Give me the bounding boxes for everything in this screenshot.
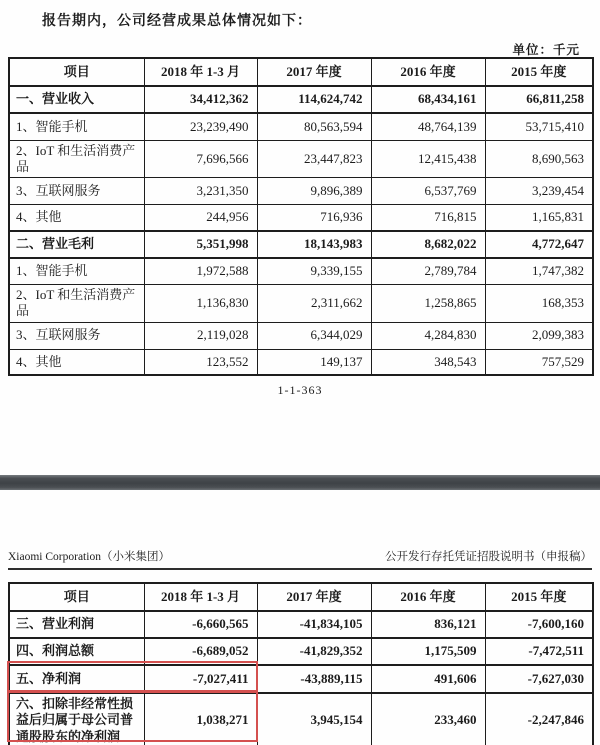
value-cell: 1,136,830 <box>144 285 257 323</box>
value-cell: 2,789,784 <box>371 258 485 285</box>
value-cell: -7,472,511 <box>485 638 593 665</box>
value-cell: 68,434,161 <box>371 86 485 113</box>
value-cell: 2,099,383 <box>485 322 593 349</box>
table-row <box>9 140 593 178</box>
value-cell: 2,311,662 <box>257 285 371 323</box>
value-cell: 1,165,831 <box>485 205 593 231</box>
column-header: 2017 年度 <box>257 58 371 86</box>
document-header <box>8 548 592 570</box>
value-cell: 3,239,454 <box>485 178 593 205</box>
table-row <box>9 86 593 113</box>
value-cell: 66,811,258 <box>485 86 593 113</box>
row-label: 二、营业毛利 <box>9 231 144 258</box>
value-cell: 491,606 <box>371 665 485 693</box>
value-cell: 6,537,769 <box>371 178 485 205</box>
table-row <box>9 231 593 258</box>
operating-results-table-container <box>8 57 594 376</box>
value-cell: 48,764,139 <box>371 113 485 140</box>
value-cell: 716,936 <box>257 205 371 231</box>
value-cell: -43,889,115 <box>257 665 371 693</box>
value-cell: 348,543 <box>371 349 485 375</box>
row-label: 4、其他 <box>9 205 144 231</box>
value-cell: 9,339,155 <box>257 258 371 285</box>
value-cell: 123,552 <box>144 349 257 375</box>
value-cell: 244,956 <box>144 205 257 231</box>
column-header: 2016 年度 <box>371 583 485 611</box>
value-cell: 168,353 <box>485 285 593 323</box>
value-cell: -41,834,105 <box>257 611 371 638</box>
value-cell: 4,772,647 <box>485 231 593 258</box>
value-cell: 1,972,588 <box>144 258 257 285</box>
row-label: 4、其他 <box>9 349 144 375</box>
operating-results-table <box>8 57 594 376</box>
value-cell: 233,460 <box>371 693 485 745</box>
value-cell: 716,815 <box>371 205 485 231</box>
value-cell: 34,412,362 <box>144 86 257 113</box>
row-label: 3、互联网服务 <box>9 178 144 205</box>
value-cell: 6,344,029 <box>257 322 371 349</box>
page-divider-bar <box>0 475 600 490</box>
table-row <box>9 349 593 375</box>
column-header: 项目 <box>9 583 144 611</box>
value-cell: 149,137 <box>257 349 371 375</box>
row-label: 2、IoT 和生活消费产品 <box>9 285 144 323</box>
column-header: 2015 年度 <box>485 58 593 86</box>
table-row <box>9 638 593 665</box>
value-cell: 12,415,438 <box>371 140 485 178</box>
row-label: 四、利润总额 <box>9 638 144 665</box>
value-cell: 23,447,823 <box>257 140 371 178</box>
profit-table <box>8 582 594 745</box>
column-header: 2017 年度 <box>257 583 371 611</box>
company-name: Xiaomi Corporation（小米集团） <box>8 551 170 563</box>
value-cell: -7,600,160 <box>485 611 593 638</box>
row-label: 三、营业利润 <box>9 611 144 638</box>
value-cell: 53,715,410 <box>485 113 593 140</box>
document-title: 公开发行存托凭证招股说明书（申报稿） <box>385 551 592 563</box>
column-header: 2016 年度 <box>371 58 485 86</box>
value-cell: 1,038,271 <box>144 693 257 745</box>
row-label: 1、智能手机 <box>9 258 144 285</box>
value-cell: 3,231,350 <box>144 178 257 205</box>
value-cell: 8,690,563 <box>485 140 593 178</box>
page-number: 1-1-363 <box>277 383 323 397</box>
value-cell: 3,945,154 <box>257 693 371 745</box>
row-label: 一、营业收入 <box>9 86 144 113</box>
unit-label: 单位：千元 <box>512 43 580 57</box>
table-row <box>9 178 593 205</box>
value-cell: 4,284,830 <box>371 322 485 349</box>
value-cell: 5,351,998 <box>144 231 257 258</box>
table-row <box>9 258 593 285</box>
value-cell: 114,624,742 <box>257 86 371 113</box>
value-cell: 7,696,566 <box>144 140 257 178</box>
value-cell: 1,175,509 <box>371 638 485 665</box>
value-cell: -6,660,565 <box>144 611 257 638</box>
section-intro-text: 报告期内，公司经营成果总体情况如下： <box>42 14 312 29</box>
table-row <box>9 611 593 638</box>
row-label: 1、智能手机 <box>9 113 144 140</box>
value-cell: -6,689,052 <box>144 638 257 665</box>
value-cell: -7,627,030 <box>485 665 593 693</box>
value-cell: 18,143,983 <box>257 231 371 258</box>
value-cell: 80,563,594 <box>257 113 371 140</box>
column-header: 2018 年 1-3 月 <box>144 583 257 611</box>
value-cell: 9,896,389 <box>257 178 371 205</box>
row-label: 六、扣除非经常性损益后归属于母公司普通股股东的净利润 <box>9 693 144 745</box>
value-cell: -2,247,846 <box>485 693 593 745</box>
value-cell: -7,027,411 <box>144 665 257 693</box>
value-cell: 8,682,022 <box>371 231 485 258</box>
value-cell: 836,121 <box>371 611 485 638</box>
table-row <box>9 322 593 349</box>
value-cell: -41,829,352 <box>257 638 371 665</box>
row-label: 2、IoT 和生活消费产品 <box>9 140 144 178</box>
value-cell: 23,239,490 <box>144 113 257 140</box>
table-row <box>9 665 593 693</box>
table-row <box>9 693 593 745</box>
table-row <box>9 113 593 140</box>
column-header: 项目 <box>9 58 144 86</box>
column-header: 2018 年 1-3 月 <box>144 58 257 86</box>
value-cell: 2,119,028 <box>144 322 257 349</box>
row-label: 3、互联网服务 <box>9 322 144 349</box>
column-header: 2015 年度 <box>485 583 593 611</box>
value-cell: 1,747,382 <box>485 258 593 285</box>
value-cell: 757,529 <box>485 349 593 375</box>
table-row <box>9 205 593 231</box>
table-row <box>9 285 593 323</box>
row-label: 五、净利润 <box>9 665 144 693</box>
profit-table-container <box>8 582 592 745</box>
value-cell: 1,258,865 <box>371 285 485 323</box>
